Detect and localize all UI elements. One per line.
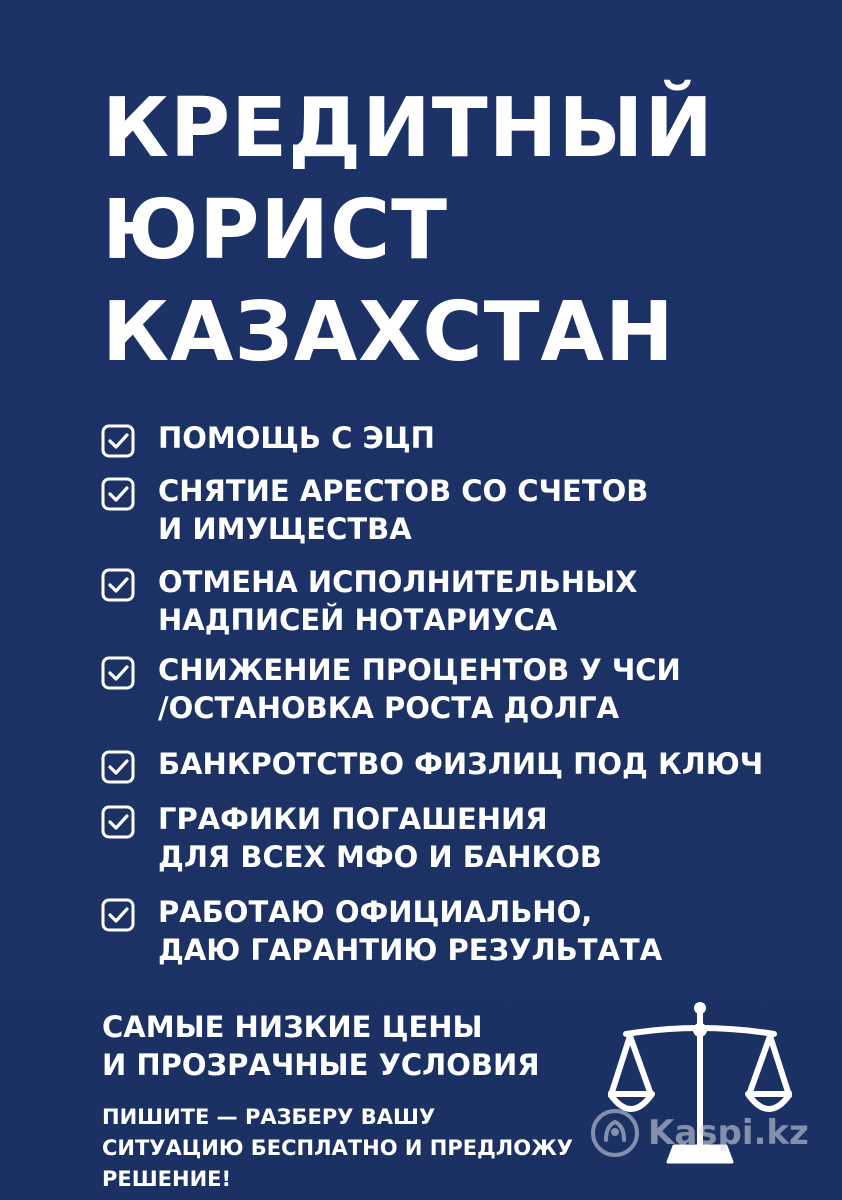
feature-line: ПОМОЩЬ С ЭЦП	[158, 421, 435, 455]
checkbox-icon	[100, 476, 136, 512]
feature-line: ДЛЯ ВСЕХ МФО И БАНКОВ	[158, 840, 603, 874]
feature-line: СНИЖЕНИЕ ПРОЦЕНТОВ У ЧСИ	[158, 653, 681, 687]
title-line-1: КРЕДИТНЫЙ	[102, 81, 714, 176]
feature-line: ГРАФИКИ ПОГАШЕНИЯ	[158, 802, 548, 836]
checkbox-icon	[100, 897, 136, 933]
checkbox-icon	[100, 749, 136, 785]
prices-line-2: И ПРОЗРАЧНЫЕ УСЛОВИЯ	[102, 1048, 540, 1082]
title-line-3: КАЗАХСТАН	[102, 285, 675, 380]
feature-text	[158, 651, 681, 727]
feature-text	[158, 800, 602, 876]
prices-line-1: САМЫЕ НИЗКИЕ ЦЕНЫ	[102, 1010, 483, 1044]
title-line-2: ЮРИСТ	[102, 183, 449, 278]
feature-line: РАБОТАЮ ОФИЦИАЛЬНО,	[158, 895, 593, 929]
feature-line: НАДПИСЕЙ НОТАРИУСА	[158, 603, 558, 637]
kaspi-logo-icon	[590, 1108, 640, 1158]
feature-line: /ОСТАНОВКА РОСТА ДОЛГА	[158, 691, 620, 725]
feature-line: БАНКРОТСТВО ФИЗЛИЦ ПОД КЛЮЧ	[158, 747, 764, 781]
kaspi-watermark	[590, 1108, 809, 1158]
checkbox-icon	[100, 567, 136, 603]
call-to-action	[102, 1102, 573, 1195]
feature-text	[158, 563, 637, 639]
checkbox-icon	[100, 423, 136, 459]
feature-line: СНЯТИЕ АРЕСТОВ СО СЧЕТОВ	[158, 474, 649, 508]
watermark-text: Kaspi.kz	[648, 1113, 809, 1153]
feature-text	[158, 419, 435, 457]
feature-line: ОТМЕНА ИСПОЛНИТЕЛЬНЫХ	[158, 565, 638, 599]
feature-line: И ИМУЩЕСТВА	[158, 512, 412, 546]
feature-line: ДАЮ ГАРАНТИЮ РЕЗУЛЬТАТА	[158, 933, 663, 967]
prices-statement	[102, 1008, 540, 1084]
checkbox-icon	[100, 804, 136, 840]
feature-text	[158, 893, 662, 969]
cta-line-3: РЕШЕНИЕ!	[102, 1167, 232, 1191]
feature-text	[158, 745, 763, 783]
checkbox-icon	[100, 655, 136, 691]
cta-line-2: СИТУАЦИЮ БЕСПЛАТНО И ПРЕДЛОЖУ	[102, 1136, 573, 1160]
cta-line-1: ПИШИТЕ — РАЗБЕРУ ВАШУ	[102, 1105, 436, 1129]
feature-text	[158, 472, 648, 548]
